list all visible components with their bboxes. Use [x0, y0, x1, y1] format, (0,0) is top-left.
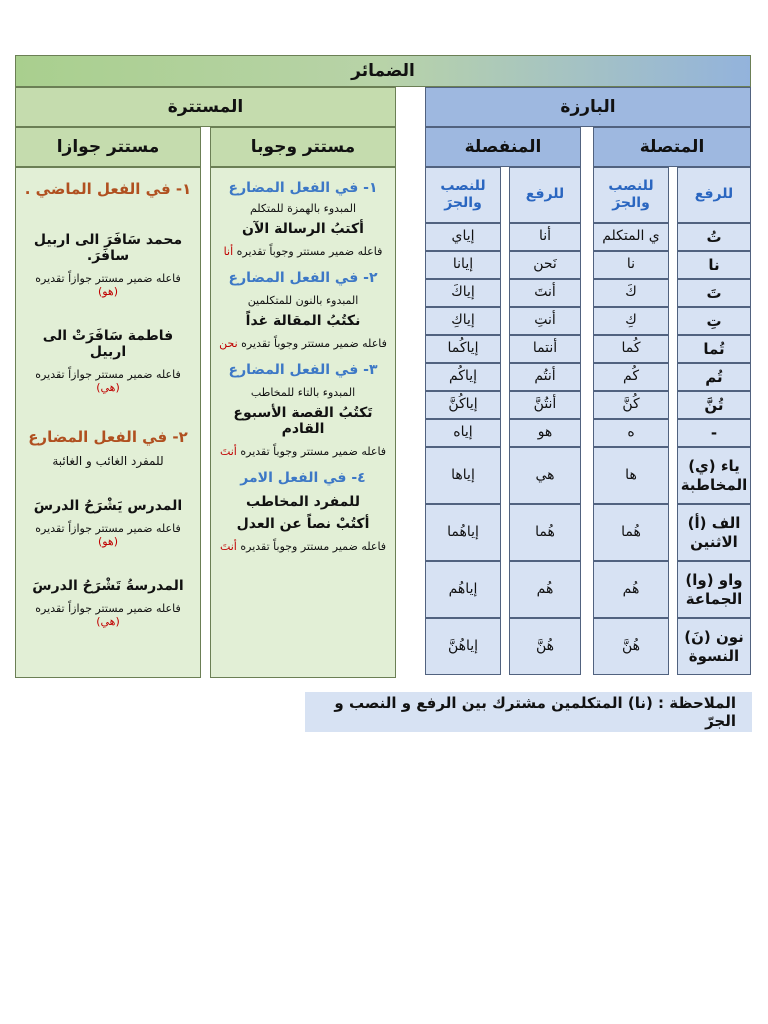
separate-raf-cell: هُنَّ [509, 618, 581, 675]
obligatory-hidden-column [210, 167, 396, 678]
obligatory-hidden-header: مستتر وجوبا [210, 127, 396, 167]
attached-nasb-cell: ه [593, 419, 669, 447]
optional-desc-2: للمفرد الغائب و الغائبة [52, 454, 164, 468]
separate-raf-cell: أنتِ [509, 307, 581, 335]
attached-raf-header: للرفع [677, 167, 751, 223]
attached-raf-cell: - [677, 419, 751, 447]
separate-nasb-cell: إياكُما [425, 335, 501, 363]
separate-raf-cell: أنتما [509, 335, 581, 363]
attached-nasb-cell: كُما [593, 335, 669, 363]
table-title: الضمائر [15, 55, 751, 87]
separate-nasb-cell: إياي [425, 223, 501, 251]
attached-nasb-cell: ها [593, 447, 669, 504]
obligatory-section-1-desc: المبدوء بالهمزة للمتكلم [249, 202, 357, 215]
attached-raf-cell: نا [677, 251, 751, 279]
obligatory-section-2-example: نكتُبُ المقالة غداً [245, 313, 361, 329]
separate-raf-cell: أنتُم [509, 363, 581, 391]
separate-nasb-cell: إياه [425, 419, 501, 447]
hidden-pronouns-header: المستترة [15, 87, 396, 127]
separate-nasb-cell: إياكُنَّ [425, 391, 501, 419]
separate-nasb-cell: إياكِ [425, 307, 501, 335]
attached-raf-cell: (وا) واو الجماعة [677, 561, 751, 618]
obligatory-section-3-example: تَكتُبُ القصة الأسبوع القادم [233, 405, 373, 437]
separate-raf-cell: هو [509, 419, 581, 447]
optional-example-4: المدرسةُ تَشْرَحُ الدرسَ [32, 578, 184, 594]
attached-nasb-cell: كُم [593, 363, 669, 391]
separate-nasb-cell: إياهُما [425, 504, 501, 561]
attached-raf-cell: تُ [677, 223, 751, 251]
attached-nasb-cell: هُم [593, 561, 669, 618]
separate-nasb-cell: إياهُم [425, 561, 501, 618]
separate-raf-cell: أنتُنَّ [509, 391, 581, 419]
attached-raf-cell: تُنَّ [677, 391, 751, 419]
optional-heading-2: ٢- في الفعل المضارع [28, 428, 188, 446]
visible-pronouns-header: البارزة [425, 87, 751, 127]
attached-nasb-cell: كَ [593, 279, 669, 307]
attached-nasb-cell: هُما [593, 504, 669, 561]
separate-raf-cell: أنتَ [509, 279, 581, 307]
obligatory-section-1-heading: ١- في الفعل المضارع [228, 180, 378, 196]
obligatory-section-4-note: فاعله ضمير مستتر وجوباً تقديره [240, 540, 387, 553]
obligatory-section-3-desc: المبدوء بالتاء للمخاطب [250, 386, 356, 399]
attached-raf-cell: تَ [677, 279, 751, 307]
separate-nasb-header: للنصب والجرَ [425, 167, 501, 223]
optional-example-1: محمد سَافَرَ الى اربيل سافَرَ. [33, 232, 183, 264]
separate-raf-cell: أنا [509, 223, 581, 251]
obligatory-section-1-note: فاعله ضمير مستتر وجوباً تقديره [236, 245, 383, 258]
optional-note-3: فاعله ضمير مستتر جوازاً تقديره [35, 522, 181, 535]
obligatory-section-2-heading: ٢- في الفعل المضارع [228, 270, 378, 286]
separate-nasb-cell: إياكُم [425, 363, 501, 391]
optional-note-1: فاعله ضمير مستتر جوازاً تقديره [35, 272, 181, 285]
attached-pronouns-header: المتصلة [593, 127, 751, 167]
separate-raf-header: للرفع [509, 167, 581, 223]
attached-nasb-cell: كِ [593, 307, 669, 335]
obligatory-section-4-pronoun: أنتَ [219, 540, 237, 553]
attached-raf-cell: (ي) ياء المخاطبة [677, 447, 751, 504]
obligatory-section-3-pronoun: أنتَ [219, 445, 237, 458]
attached-nasb-cell: كُنَّ [593, 391, 669, 419]
obligatory-section-3-heading: ٣- في الفعل المضارع [228, 362, 378, 378]
attached-raf-cell: تُم [677, 363, 751, 391]
separate-nasb-cell: إياهُنَّ [425, 618, 501, 675]
optional-example-3: المدرس يَشْرَحُ الدرسَ [33, 498, 183, 514]
optional-hidden-header: مستتر جوازا [15, 127, 201, 167]
separate-nasb-cell: إيانا [425, 251, 501, 279]
obligatory-section-4-example: أكتُبْ نصاً عن العدل [236, 516, 370, 532]
obligatory-section-2-desc: المبدوء بالنون للمتكلمين [247, 294, 359, 307]
separate-raf-cell: هُما [509, 504, 581, 561]
attached-nasb-cell: نا [593, 251, 669, 279]
separate-raf-cell: نَحن [509, 251, 581, 279]
optional-pronoun-1: (هو) [97, 285, 119, 298]
optional-example-2: فاطمة سَافَرَتْ الى اربيل [42, 328, 174, 360]
attached-nasb-header: للنصب والجرَ [593, 167, 669, 223]
optional-heading-1: ١- في الفعل الماضي . [24, 180, 192, 198]
obligatory-section-1-example: أكتبُ الرسالة الآن [242, 221, 364, 237]
attached-raf-cell: تُما [677, 335, 751, 363]
optional-pronoun-4: (هي) [96, 615, 120, 628]
separate-pronouns-header: المنفصلة [425, 127, 581, 167]
obligatory-section-2-note: فاعله ضمير مستتر وجوباً تقديره [241, 337, 387, 350]
optional-hidden-column [15, 167, 201, 678]
obligatory-section-3-note: فاعله ضمير مستتر وجوباً تقديره [240, 445, 387, 458]
obligatory-section-1-pronoun: أنا [223, 245, 234, 258]
attached-raf-cell: تِ [677, 307, 751, 335]
separate-nasb-cell: إياها [425, 447, 501, 504]
optional-note-4: فاعله ضمير مستتر جوازاً تقديره [35, 602, 181, 615]
attached-nasb-cell: هُنَّ [593, 618, 669, 675]
separate-nasb-cell: إياكَ [425, 279, 501, 307]
attached-raf-cell: (أ) الف الاثنين [677, 504, 751, 561]
separate-raf-cell: هُم [509, 561, 581, 618]
optional-pronoun-2: (هي) [96, 381, 120, 394]
attached-raf-cell: (نَ) نون النسوة [677, 618, 751, 675]
optional-pronoun-3: (هو) [97, 535, 119, 548]
separate-raf-cell: هي [509, 447, 581, 504]
footnote: الملاحظة : (نا) المتكلمين مشترك بين الرفع و النصب و الجرّ [305, 692, 752, 732]
optional-note-2: فاعله ضمير مستتر جوازاً تقديره [35, 368, 181, 381]
obligatory-section-2-pronoun: نحن [219, 337, 238, 350]
attached-nasb-cell: ي المتكلم [593, 223, 669, 251]
obligatory-section-4-desc: للمفرد المخاطب [246, 494, 360, 510]
obligatory-section-4-heading: ٤- في الفعل الامر [240, 470, 366, 486]
